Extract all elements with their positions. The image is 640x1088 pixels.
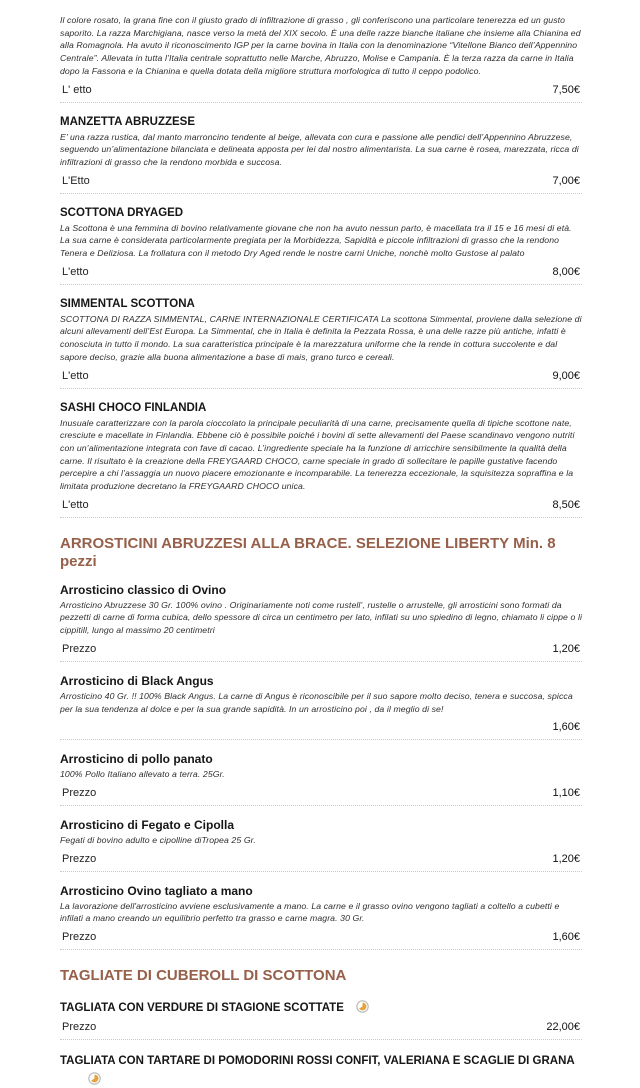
item-description: E’ una razza rustica, dal manto marroncino tendente al beige, allevata con cura e passione alle pendici dell’Appennino Abruzzese, seguendo un’alimentazione bilanciata e delineata apposta per lei dal nostro alimentarista. La sua carne è rosea, marezzata, ricca di infiltrazioni di grasso che la rendono morbida e succosa.: [60, 131, 579, 167]
item-description: 100% Pollo Italiano allevato a terra. 25Gr.: [60, 769, 225, 780]
price-row: [60, 641, 582, 662]
price-value: 1,10€: [552, 786, 580, 799]
price-value: 1,60€: [552, 721, 580, 734]
price-label: Prezzo: [62, 642, 97, 655]
price-value: 9,00€: [552, 369, 580, 382]
item-title: Arrosticino di Fegato e Cipolla: [60, 817, 235, 832]
menu-item: [60, 14, 582, 103]
menu-item: [60, 1054, 582, 1085]
item-title: TAGLIATA CON TARTARE DI POMODORINI ROSSI CONFIT, VALERIANA E SCAGLIE DI GRANA: [60, 1055, 575, 1068]
price-label: L'etto: [62, 498, 89, 511]
price-label: Prezzo: [62, 852, 97, 865]
price-label: L' etto: [62, 83, 92, 96]
price-row: [60, 82, 582, 103]
price-label: L'etto: [62, 369, 89, 382]
menu-item: [60, 583, 582, 662]
item-title: [60, 1000, 582, 1015]
menu-item: [60, 1000, 582, 1040]
price-label: L'Etto: [62, 174, 90, 187]
item-description: Fegati di bovino adulto e cipolline diTropea 25 Gr.: [60, 834, 256, 845]
price-row: [60, 368, 582, 389]
menu-item: [60, 818, 582, 872]
item-description: La lavorazione dell'arrosticino avviene esclusivamente a mano. La carne e il grasso ovino vengono tagliati a coltello a cubetti e infilati a mano creando un equilibrio perfetto tra grasso e carne magra. 30 Gr.: [60, 900, 560, 924]
item-description: La Scottona è una femmina di bovino relativamente giovane che non ha avuto nessun parto, è macellata tra il 15 e 16 mesi di età. La sua carne è considerata particolarmente pregiata per la Morbidezza, Sapidità e piccole infiltrazioni di grasso che la rendono Tenera e Deliziosa. La frollatura con il metodo Dry Aged rende le nostre carni Uniche, nonchè molto Gustose al palato: [60, 222, 572, 259]
price-row: [60, 173, 582, 194]
item-title-text: TAGLIATA CON VERDURE DI STAGIONE SCOTTATE: [60, 1002, 344, 1015]
item-description: Il colore rosato, la grana fine con il giusto grado di infiltrazione di grasso , gli conferiscono una particolare tenerezza ed un gusto saporito. La razza Marchigiana, nasce verso la metà del XIX secolo. È una delle razze bianche italiane che insieme alla Chianina ed alla Romagnola. Ha avuto il riconoscimento IGP per la carne bovina in Italia con la denominazione “Vitellone Bianco dell’Appennino Centrale”. Allevata in tutta l’Italia centrale soprattutto nelle Marche, Abruzzo, Molise e Campania. È la terza razza da carne in Italia dopo la Fassona e la Chianina e quella dotata della migliore struttura morfologica di tutto il ceppo podolico.: [60, 15, 581, 76]
menu-item: [60, 115, 582, 194]
price-value: 22,00€: [546, 1021, 580, 1034]
menu-item: [60, 674, 582, 740]
menu-item: [60, 884, 582, 950]
price-row: [60, 851, 582, 872]
item-title: Arrosticino di Black Angus: [60, 673, 214, 688]
item-description: SCOTTONA DI RAZZA SIMMENTAL, CARNE INTERNAZIONALE CERTIFICATA La scottona Simmental, proviene dalla selezione di alcuni allevamenti dell’Est Europa. La Simmental, che in Italia è definita la Pezzata Rossa, è una delle razze più antiche, infatti è conosciuta in tutto il mondo. La sua caratteristica principale è la marezzatura uniforme che la rende in cottura succolente e dal sapore deciso, grazie alla buona alimentazione a base di mais, grano turco e cereali.: [60, 313, 582, 362]
price-label: L'etto: [62, 265, 89, 278]
menu-item: [60, 297, 582, 389]
item-description: Inusuale caratterizzare con la parola cioccolato la principale peculiarità di una carne, precisamente quella di tipiche scottone nate, cresciute e macellate in Finlandia. Ebbene ciò è possibile poiché i bovini di sette allevamenti del Paese scandinavo vengono nutriti con un’alimentazione integrata con fave di cacao. L’ingrediente speciale ha la funzione di arricchire sensibilmente la qualità della carne. Il risultato è la creazione della FREYGAARD CHOCO, carne speciale in grado di sollecitare le papille gustative facendo percepire a chi l’assaggia un nuovo piacere emozionante e incomparabile. La tenerezza eccezionale, la squisitezza sopraffina e la limitata produzione decretano la FREYGAARD CHOCO unica.: [60, 417, 575, 492]
price-row: [60, 497, 582, 518]
item-title: SIMMENTAL SCOTTONA: [60, 297, 195, 310]
menu-item: [60, 206, 582, 285]
price-value: 8,00€: [552, 265, 580, 278]
section-heading-tagliate: TAGLIATE DI CUBEROLL DI SCOTTONA: [60, 967, 347, 985]
price-value: 7,00€: [552, 174, 580, 187]
item-title: Arrosticino di pollo panato: [60, 752, 213, 767]
price-value: 1,20€: [552, 642, 580, 655]
section-heading-arrosticini: ARROSTICINI ABRUZZESI ALLA BRACE. SELEZIONE LIBERTY Min. 8 pezzi: [60, 534, 556, 570]
price-row: [60, 719, 582, 740]
item-title: Arrosticino classico di Ovino: [60, 582, 227, 597]
clock-icon: [356, 1000, 369, 1013]
price-value: 7,50€: [552, 83, 580, 96]
item-title: Arrosticino Ovino tagliato a mano: [60, 883, 253, 898]
price-row: [60, 1019, 582, 1040]
price-label: Prezzo: [62, 931, 97, 944]
price-label: Prezzo: [62, 786, 97, 799]
price-row: [60, 264, 582, 285]
price-label: Prezzo: [62, 1021, 97, 1034]
item-title: SASHI CHOCO FINLANDIA: [60, 401, 207, 414]
item-description: Arrosticino Abruzzese 30 Gr. 100% ovino . Originariamente noti come rustell’, rustelle o arrustelle, gli arrosticini sono formati da pezzetti di carne di forma cubica, dello spessore di circa un centimetro per lato, infilati su uno spiedino di legno, chiamato li cippe o li cippitill, lungo al massimo 20 centimetri: [60, 599, 583, 636]
price-row: [60, 785, 582, 806]
price-row: [60, 929, 582, 950]
price-value: 1,20€: [552, 852, 580, 865]
item-description: Arrosticino 40 Gr. !! 100% Black Angus. La carne di Angus è riconoscibile per il suo sapore molto deciso, tenera e succosa, spicca per la sua tendenza al dolce e per la sua grande sapidità. In un arrosticino poi , da il meglio di se!: [60, 690, 573, 714]
price-value: 1,60€: [552, 931, 580, 944]
clock-icon: [88, 1072, 101, 1085]
item-title: SCOTTONA DRYAGED: [60, 206, 184, 219]
item-title-icon-line: [88, 1070, 582, 1085]
menu-item: [60, 752, 582, 806]
item-title: MANZETTA ABRUZZESE: [60, 115, 196, 128]
menu-item: [60, 401, 582, 518]
price-value: 8,50€: [552, 498, 580, 511]
